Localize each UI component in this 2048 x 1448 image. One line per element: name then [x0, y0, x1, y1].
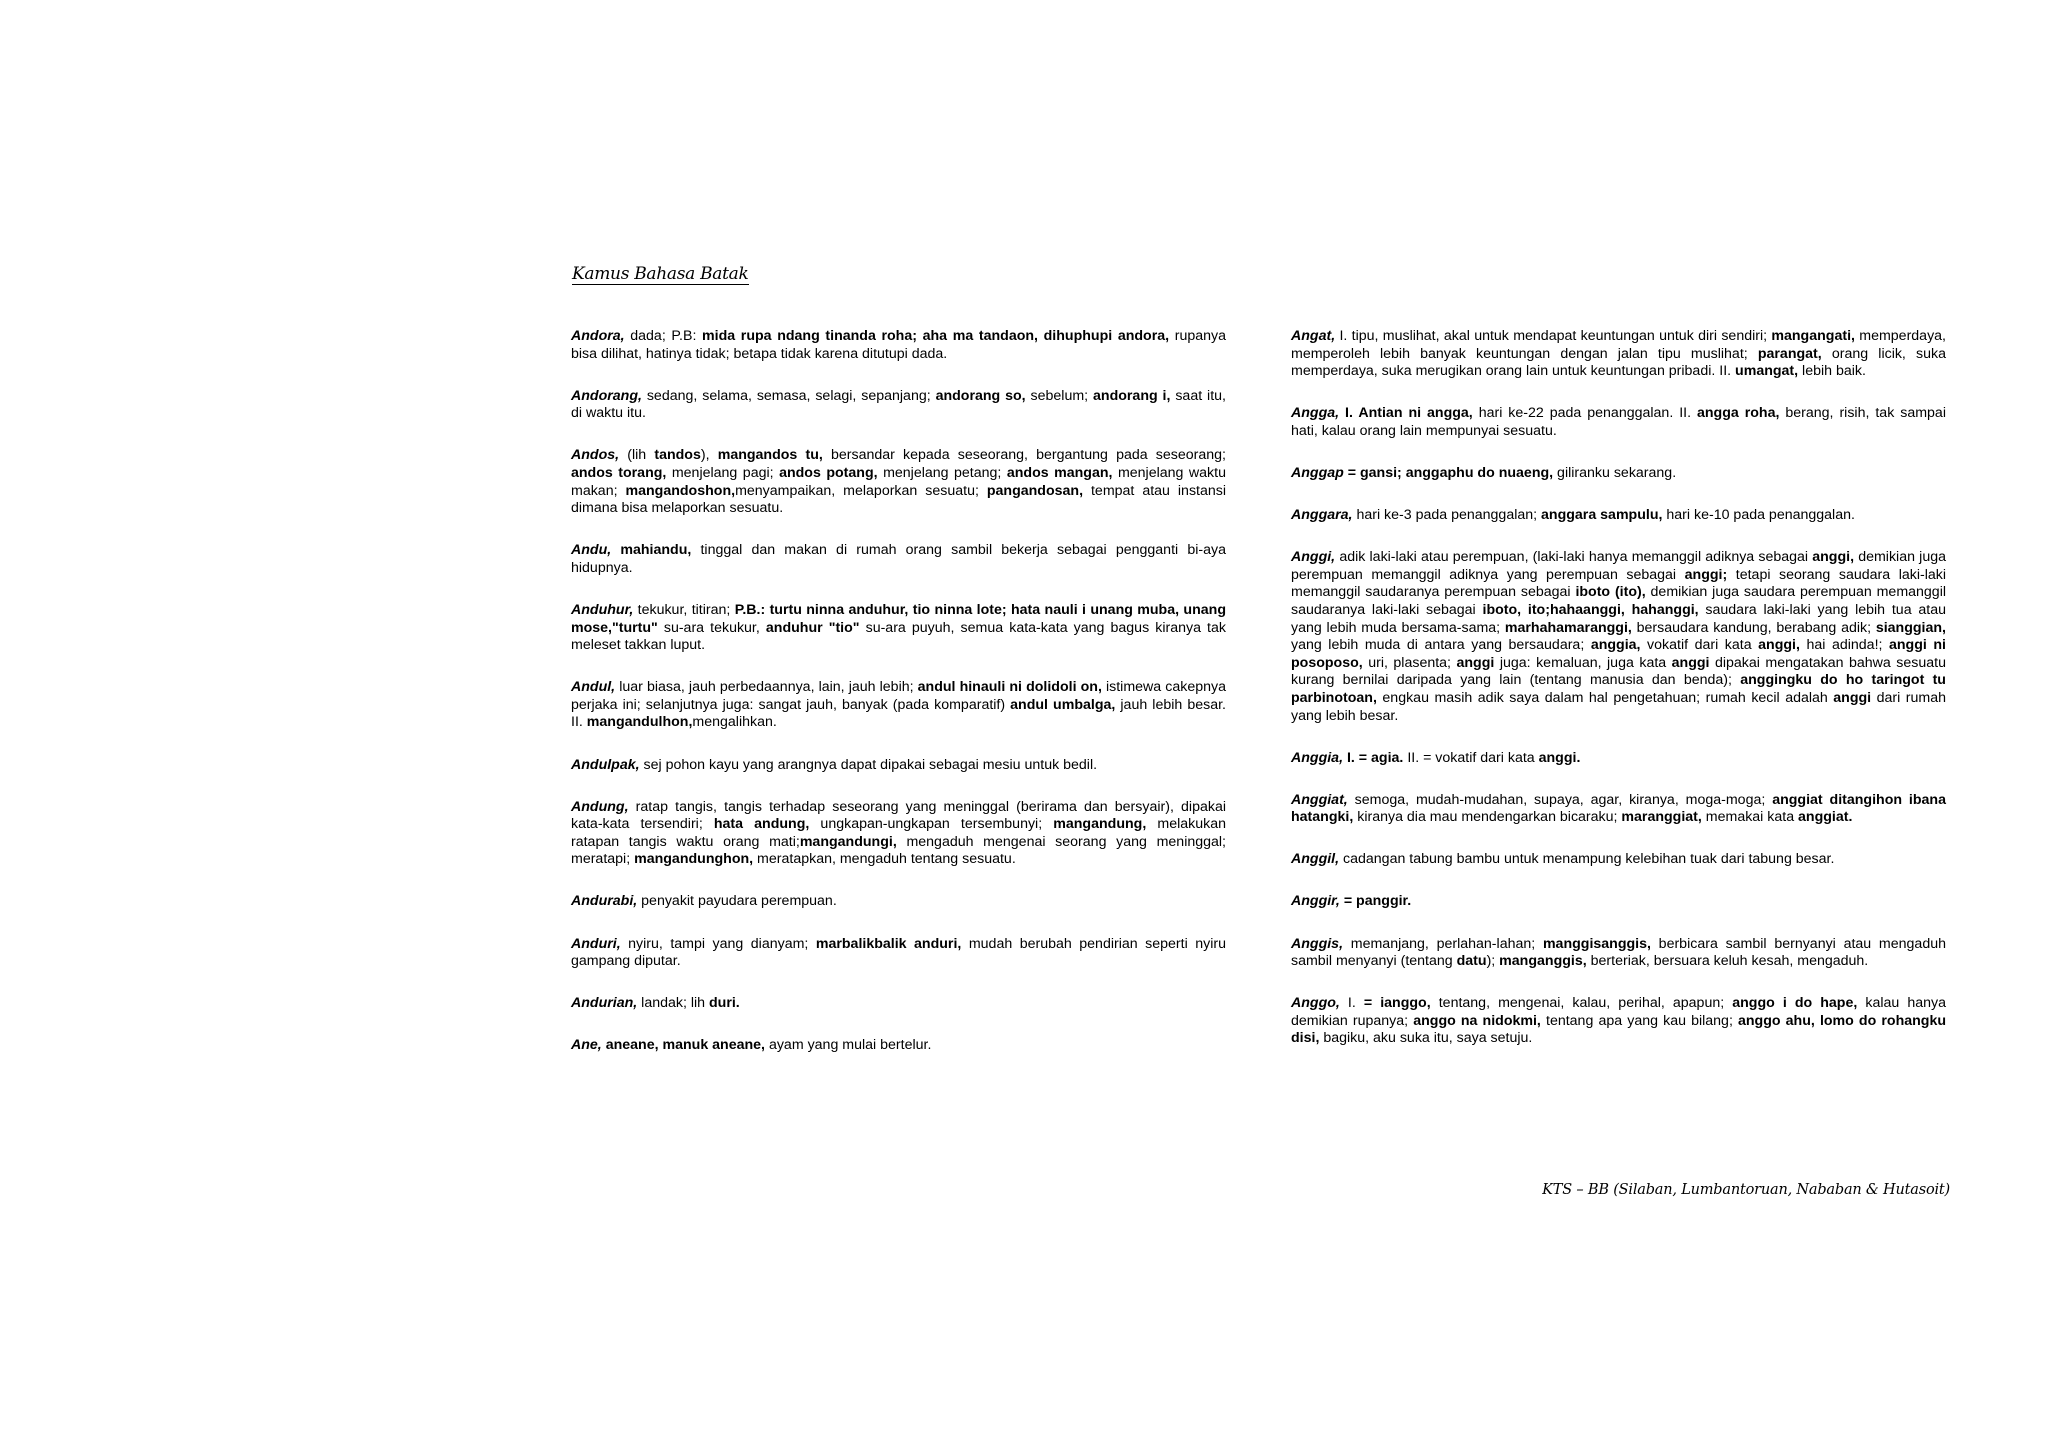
- dictionary-entry: [571, 679, 1226, 732]
- entry-text: );: [1486, 953, 1500, 970]
- entry-text: dipakai mengatakan bahwa sesuatu kurang bernilai daripada yang lain (tentang manusia dan benda);: [1291, 654, 1946, 689]
- entry-bold-term: anggi: [1671, 654, 1710, 671]
- entry-text: adik laki-laki atau perempuan, (laki-laki hanya memanggil adiknya sebagai: [1335, 549, 1813, 566]
- entry-headword: Anggi,: [1291, 549, 1336, 566]
- entry-bold-term: manggisanggis,: [1542, 935, 1651, 952]
- entry-text: dada; P.B:: [624, 328, 703, 344]
- entry-headword: Anggis,: [1291, 935, 1344, 952]
- entry-text: juga: kemaluan, juga kata: [1494, 654, 1672, 671]
- entry-bold-term: marbalikbalik anduri,: [815, 935, 962, 952]
- entry-headword: Andul,: [571, 679, 616, 696]
- dictionary-entry: [571, 447, 1226, 517]
- entry-text: hai adinda!;: [1799, 637, 1889, 654]
- entry-headword: Anduri,: [571, 935, 621, 952]
- entry-text: ungkapan-ungkapan tersembunyi;: [809, 816, 1054, 833]
- entry-bold-term: anggi,: [1758, 637, 1800, 654]
- entry-bold-term: maranggiat,: [1621, 809, 1702, 826]
- entry-text: semoga, mudah-mudahan, supaya, agar, kiranya, moga-moga;: [1347, 791, 1773, 808]
- entry-headword: Anggo,: [1291, 995, 1340, 1012]
- entry-text: ratap tangis, tangis terhadap seseorang yang meninggal (berirama dan bersyair), dipakai kata-kata tersendiri;: [571, 798, 1226, 833]
- entry-bold-term: anggi,: [1812, 549, 1855, 566]
- entry-bold-term: duri.: [709, 995, 740, 1012]
- entry-text: vokatif dari kata: [1640, 637, 1759, 654]
- entry-text: saudara laki-laki yang lebih tua atau yang lebih muda bersama-sama;: [1291, 601, 1946, 636]
- entry-bold-term: datu: [1456, 953, 1487, 970]
- entry-text: memperdaya, memperoleh lebih banyak keuntungan dengan jalan tipu muslihat;: [1291, 328, 1947, 362]
- dictionary-entry: [1291, 851, 1946, 869]
- entry-text: ),: [700, 447, 718, 464]
- dictionary-entry: [571, 328, 1226, 363]
- entry-text: yang lebih muda di antara yang bersaudara;: [1291, 637, 1591, 654]
- entry-text: menjelang petang;: [877, 464, 1007, 481]
- dictionary-entry: [1291, 465, 1946, 483]
- entry-text: istimewa cakepnya perjaka ini; selanjutnya juga: sangat jauh, banyak (pada komparatif): [571, 679, 1226, 713]
- entry-text: menyampaikan, melaporkan sesuatu;: [735, 482, 987, 499]
- entry-bold-term: pangandosan,: [986, 482, 1084, 499]
- entry-text: landak; lih: [637, 995, 709, 1012]
- dictionary-entry: [1291, 936, 1946, 971]
- entry-bold-term: andorang so,: [935, 387, 1026, 404]
- entry-text: su-ara puyuh, semua kata-kata yang bagus kiranya tak meleset takkan luput.: [571, 619, 1226, 654]
- entry-text: bersaudara kandung, berabang adik;: [1631, 619, 1876, 636]
- entry-bold-term: anggiat.: [1798, 809, 1853, 826]
- entry-bold-term: sianggian,: [1875, 619, 1946, 636]
- right-column: [1291, 328, 1946, 1073]
- entry-bold-term: andos potang,: [779, 464, 878, 481]
- entry-headword: Anggia,: [1291, 749, 1344, 766]
- entry-bold-term: anggo i do hape,: [1732, 995, 1858, 1012]
- entry-bold-term: anggiat ditangihon ibana hatangki,: [1291, 791, 1946, 826]
- entry-bold-term: marhahamaranggi,: [1504, 619, 1632, 636]
- entry-headword: Andos,: [571, 447, 620, 464]
- entry-text: jauh lebih besar. II.: [571, 696, 1226, 731]
- entry-bold-term: anggo ahu, lomo do rohangku disi,: [1291, 1012, 1947, 1047]
- dictionary-entry: [571, 757, 1226, 775]
- dictionary-entry: [1291, 995, 1946, 1048]
- dictionary-entry: [1291, 549, 1946, 725]
- page-header-title: Kamus Bahasa Batak: [572, 264, 749, 284]
- entry-text: ayam yang mulai bertelur.: [765, 1037, 932, 1054]
- entry-bold-term: anggi.: [1538, 749, 1581, 766]
- entry-text: menjelang pagi;: [666, 464, 780, 481]
- entry-headword: Anggil,: [1291, 851, 1340, 868]
- entry-bold-term: anduhur "tio": [765, 619, 860, 636]
- entry-text: memanjang, perlahan-lahan;: [1343, 935, 1543, 952]
- entry-headword: Angat,: [1291, 328, 1336, 344]
- entry-text: sej pohon kayu yang arangnya dapat dipakai sebagai mesiu untuk bedil.: [639, 756, 1098, 773]
- entry-text: II. = vokatif dari kata: [1403, 749, 1539, 766]
- entry-bold-term: P.B.: turtu ninna anduhur, tio ninna lote; hata nauli i unang muba, unang mose,"turtu": [571, 601, 1226, 636]
- entry-text: penyakit payudara perempuan.: [637, 893, 837, 910]
- entry-text: melakukan ratapan tangis waktu orang mati;: [571, 816, 1227, 850]
- entry-headword: Anggara,: [1291, 507, 1353, 524]
- entry-bold-term: mangandunghon,: [634, 851, 754, 868]
- entry-text: rupanya bisa dilihat, hatinya tidak; betapa tidak karena ditutupi dada.: [571, 328, 1226, 362]
- entry-headword: Anggir,: [1291, 893, 1340, 910]
- entry-bold-term: andul hinauli ni dolidoli on,: [917, 679, 1102, 696]
- entry-bold-term: umangat,: [1735, 363, 1799, 380]
- entry-text: kalau hanya demikian rupanya;: [1291, 995, 1946, 1029]
- entry-bold-term: mangandung,: [1053, 816, 1147, 833]
- entry-headword: Anggap: [1291, 464, 1344, 481]
- entry-bold-term: tandos: [654, 447, 701, 464]
- entry-text: saat itu, di waktu itu.: [571, 387, 1226, 422]
- entry-text: lebih baik.: [1798, 363, 1866, 380]
- entry-bold-term: andul umbalga,: [1010, 696, 1116, 713]
- entry-bold-term: anggingku do ho taringot tu parbinotoan,: [1291, 672, 1946, 706]
- entry-text: memakai kata: [1701, 809, 1799, 826]
- left-column: [571, 328, 1226, 1079]
- entry-bold-term: anggi ni posoposo,: [1291, 637, 1946, 671]
- entry-text: demikian juga perempuan memanggil adiknya yang perempuan sebagai: [1291, 549, 1946, 583]
- entry-bold-term: I. Antian ni angga,: [1345, 405, 1473, 422]
- entry-text: tentang, mengenai, kalau, perihal, apapun;: [1430, 995, 1733, 1012]
- entry-text: mengaduh mengenai seorang yang meninggal; meratapi;: [571, 833, 1226, 868]
- dictionary-entry: [571, 936, 1226, 971]
- entry-headword: Andurian,: [571, 995, 638, 1012]
- entry-headword: Angga,: [1291, 405, 1340, 422]
- dictionary-entry: [1291, 328, 1946, 381]
- entry-bold-term: manganggis,: [1499, 953, 1587, 970]
- entry-text: mengalihkan.: [692, 714, 777, 731]
- entry-text: hari ke-10 pada penanggalan.: [1662, 507, 1855, 524]
- entry-text: bersandar kepada seseorang, bergantung pada seseorang;: [822, 447, 1227, 464]
- entry-text: tentang apa yang kau bilang;: [1540, 1012, 1738, 1029]
- entry-text: orang licik, suka memperdaya, suka merugikan orang lain untuk keuntungan pribadi. II.: [1291, 345, 1946, 380]
- entry-bold-term: andos torang,: [571, 464, 667, 481]
- entry-headword: Andorang,: [571, 387, 642, 404]
- entry-text: meratapkan, mengaduh tentang sesuatu.: [753, 851, 1016, 868]
- entry-text: luar biasa, jauh perbedaannya, lain, jauh lebih;: [615, 679, 918, 696]
- entry-bold-term: = ianggo,: [1363, 995, 1431, 1012]
- entry-text: tekukur, titiran;: [633, 601, 735, 618]
- entry-text: giliranku sekarang.: [1553, 464, 1677, 481]
- entry-bold-term: = panggir.: [1343, 893, 1412, 910]
- entry-text: dari rumah yang lebih besar.: [1291, 689, 1946, 724]
- entry-headword: Ane,: [571, 1037, 602, 1054]
- dictionary-entry: [1291, 405, 1946, 440]
- entry-text: tinggal dan makan di rumah orang sambil bekerja sebagai pengganti bi-aya hidupnya.: [571, 542, 1226, 576]
- dictionary-entry: [571, 799, 1226, 869]
- entry-bold-term: mida rupa ndang tinanda roha; aha ma tandaon, dihuphupi andora,: [702, 328, 1170, 344]
- entry-headword: Andora,: [571, 328, 625, 344]
- entry-bold-term: mangandungi,: [799, 833, 897, 850]
- dictionary-entry: [1291, 750, 1946, 768]
- entry-bold-term: mangandulhon,: [586, 714, 693, 731]
- entry-bold-term: angga roha,: [1697, 405, 1780, 422]
- dictionary-entry: [571, 1037, 1226, 1055]
- entry-text: demikian juga saudara perempuan memanggil saudaranya laki-laki sebagai: [1291, 584, 1946, 618]
- entry-bold-term: anggara sampulu,: [1541, 507, 1663, 524]
- dictionary-entry: [571, 602, 1226, 655]
- entry-bold-term: anggia,: [1590, 637, 1641, 654]
- entry-headword: Anduhur,: [571, 601, 634, 618]
- dictionary-entry: [571, 542, 1226, 577]
- entry-bold-term: I. = agia.: [1346, 749, 1404, 766]
- entry-text: tetapi seorang saudara laki-laki memanggil saudaranya perempuan sebagai: [1291, 566, 1946, 601]
- entry-bold-term: mangangati,: [1771, 328, 1855, 344]
- entry-headword: Andurabi,: [571, 893, 638, 910]
- entry-bold-term: andorang i,: [1093, 387, 1171, 404]
- entry-bold-term: parangat,: [1757, 345, 1822, 362]
- entry-text: sebelum;: [1025, 387, 1094, 404]
- entry-text: kiranya dia mau mendengarkan bicaraku;: [1353, 809, 1622, 826]
- entry-bold-term: anggo na nidokmi,: [1413, 1012, 1541, 1029]
- entry-text: sedang, selama, semasa, selagi, sepanjang;: [641, 387, 936, 404]
- entry-bold-term: iboto, ito;hahaanggi, hahanggi,: [1482, 601, 1699, 618]
- dictionary-entry: [571, 995, 1226, 1013]
- entry-headword: Andu,: [571, 542, 612, 559]
- dictionary-entry: [1291, 792, 1946, 827]
- dictionary-entry: [1291, 893, 1946, 911]
- entry-text: cadangan tabung bambu untuk menampung kelebihan tuak dari tabung besar.: [1339, 851, 1835, 868]
- entry-headword: Anggiat,: [1291, 791, 1348, 808]
- entry-text: mudah berubah pendirian seperti nyiru gampang diputar.: [571, 935, 1226, 970]
- entry-bold-term: hata andung,: [713, 816, 810, 833]
- entry-text: hari ke-22 pada penanggalan. II.: [1472, 405, 1697, 422]
- entry-bold-term: iboto (ito),: [1575, 584, 1646, 601]
- entry-text: uri, plasenta;: [1362, 654, 1457, 671]
- entry-headword: Andulpak,: [571, 756, 640, 773]
- entry-text: menjelang waktu makan;: [571, 464, 1226, 499]
- entry-text: su-ara tekukur,: [657, 619, 766, 636]
- entry-text: engkau masih adik saya dalam hal pengetahuan; rumah kecil adalah: [1376, 689, 1834, 706]
- entry-bold-term: andos mangan,: [1006, 464, 1113, 481]
- entry-bold-term: anggi: [1833, 689, 1872, 706]
- entry-bold-term: = gansi; anggaphu do nuaeng,: [1347, 464, 1554, 481]
- entry-text: berbicara sambil bernyanyi atau mengaduh sambil menyanyi (tentang: [1291, 935, 1946, 970]
- entry-text: I. tipu, muslihat, akal untuk mendapat keuntungan untuk diri sendiri;: [1335, 328, 1772, 344]
- entry-text: (lih: [619, 447, 655, 464]
- entry-text: bagiku, aku suka itu, saya setuju.: [1319, 1030, 1533, 1047]
- entry-bold-term: anggi: [1456, 654, 1495, 671]
- entry-headword: Andung,: [571, 798, 629, 815]
- dictionary-entry: [571, 388, 1226, 423]
- entry-bold-term: mangandoshon,: [625, 482, 736, 499]
- entry-text: hari ke-3 pada penanggalan;: [1352, 507, 1542, 524]
- page-footer: KTS – BB (Silaban, Lumbantoruan, Nababan & Hutasoit): [1542, 1182, 1950, 1198]
- entry-text: berteriak, bersuara keluh kesah, mengaduh.: [1586, 953, 1869, 970]
- entry-text: nyiru, tampi yang dianyam;: [620, 935, 816, 952]
- entry-text: [611, 542, 620, 558]
- dictionary-entry: [1291, 507, 1946, 525]
- dictionary-entry: [571, 893, 1226, 911]
- entry-text: tempat atau instansi dimana bisa melaporkan sesuatu.: [571, 482, 1227, 517]
- entry-bold-term: mahiandu,: [620, 542, 692, 559]
- entry-bold-term: aneane, manuk aneane,: [605, 1037, 765, 1054]
- entry-bold-term: mangandos tu,: [717, 447, 823, 464]
- entry-bold-term: anggi;: [1684, 566, 1728, 583]
- entry-text: I.: [1339, 995, 1364, 1012]
- entry-text: berang, risih, tak sampai hati, kalau orang lain mempunyai sesuatu.: [1291, 405, 1946, 439]
